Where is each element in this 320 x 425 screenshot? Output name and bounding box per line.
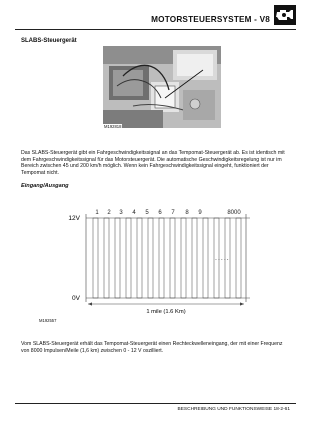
pulse-label: 1	[95, 210, 99, 216]
arrow-head-left	[88, 302, 92, 305]
pulse-bar	[236, 218, 241, 298]
pulse-label: 8	[185, 210, 189, 216]
section-heading: SLABS-Steuergerät	[21, 38, 77, 44]
arrow-head-right	[240, 302, 244, 305]
pulse-bar	[104, 218, 109, 298]
component-photo	[103, 46, 221, 128]
last-pulse-label: 8000	[227, 210, 241, 216]
pulse-label: 3	[119, 210, 123, 216]
pulse-label: 4	[132, 210, 136, 216]
diagram-caption: M192557	[39, 318, 57, 323]
footer-rule	[15, 403, 296, 404]
body-paragraph-1: Das SLABS-Steuergerät gibt ein Fahrgeschwindigkeitssignal an das Tempomat-Steuergerät ab. Es ist identisch mit dem Fahrgeschwindigkeitssignal für das Motorsteuergerät. Die automatische Geschwindigkeitsregelung ist nur im Bereich zwischen 45 und 200 km/h möglich. Wenn kein Fahrgeschwindigkeitssignal eingeht, funktioniert der Tempomat nicht.	[21, 150, 285, 176]
pulse-label: 6	[158, 210, 162, 216]
pulse-bar	[170, 218, 175, 298]
pulse-signal-diagram	[0, 190, 300, 325]
pulse-bar	[137, 218, 142, 298]
y-high-label: 12V	[68, 215, 80, 222]
pulse-bar	[159, 218, 164, 298]
footer-text: BESCHREIBUNG UND FUNKTIONSWEISE 18-2-61	[177, 407, 290, 412]
pulse-bar	[126, 218, 131, 298]
ellipsis: .....	[215, 255, 230, 262]
pulse-bar	[203, 218, 208, 298]
figure-caption: M192818	[104, 124, 122, 129]
engine-warning-icon	[274, 5, 296, 25]
pulse-label: 9	[198, 210, 202, 216]
header-rule	[15, 29, 296, 30]
distance-label: 1 mile (1.6 Km)	[146, 309, 186, 315]
pulse-label: 5	[145, 210, 149, 216]
body-paragraph-2: Vom SLABS-Steuergerät erhält das Tempomat-Steuergerät einen Rechteckwelleneingang, der mit einer Frequenz von 8000 Impulsen/Meile (1,6 km) zwischen 0 - 12 V oszilliert.	[21, 341, 283, 354]
pulse-bar	[115, 218, 120, 298]
pulse-bar	[192, 218, 197, 298]
pulse-bar	[181, 218, 186, 298]
engine-bay-photo	[103, 46, 221, 128]
header-title: MOTORSTEUERSYSTEM - V8	[151, 15, 270, 24]
pulse-bar	[148, 218, 153, 298]
y-low-label: 0V	[72, 295, 80, 302]
pulse-label: 2	[107, 210, 111, 216]
io-heading: Eingang/Ausgang	[21, 183, 69, 189]
pulse-bar	[93, 218, 98, 298]
pulse-label: 7	[171, 210, 175, 216]
